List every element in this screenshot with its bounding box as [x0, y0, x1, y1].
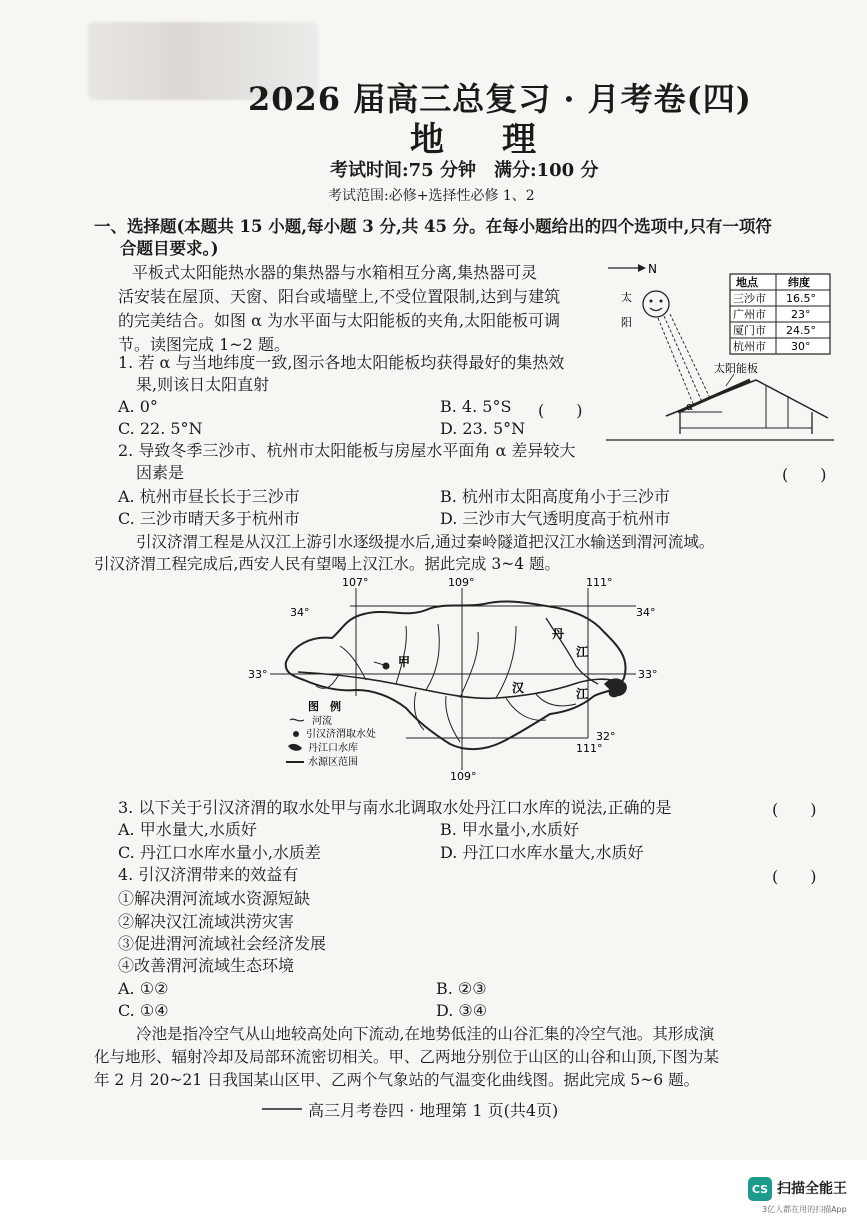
lon-label: 111°	[586, 576, 613, 589]
exam-title: 2026 届高三总复习 · 月考卷(四)	[248, 80, 752, 118]
q3-stem: 3. 以下关于引汉济渭的取水处甲与南水北调取水处丹江口水库的说法,正确的是	[118, 798, 672, 817]
label-dan: 丹	[552, 627, 565, 641]
intro3-line2: 化与地形、辐射冷却及局部环流密切相关。甲、乙两地分别位于山区的山谷和山顶,下图为某	[94, 1048, 719, 1066]
q4-answer-paren: ( )	[772, 867, 817, 886]
lon-label: 107°	[342, 576, 369, 589]
q3-option-a: A. 甲水量大,水质好	[118, 820, 257, 839]
q2-option-c: C. 三沙市晴天多于杭州市	[118, 509, 300, 528]
table-cell: 厦门市	[733, 324, 766, 337]
lat-label: 33°	[248, 668, 268, 681]
q1-answer-paren: ( )	[538, 401, 583, 420]
table-header-place: 地点	[736, 276, 758, 289]
intro2-line1: 引汉济渭工程是从汉江上游引水逐级提水后,通过秦岭隧道把汉江水输送到渭河流域。	[136, 533, 715, 551]
lon-label: 111°	[576, 742, 603, 755]
lon-label: 109°	[448, 576, 475, 589]
north-label: N	[648, 262, 657, 276]
q4-option-c: C. ①④	[118, 1001, 169, 1020]
table-cell: 16.5°	[786, 292, 816, 305]
q3-option-c: C. 丹江口水库水量小,水质差	[118, 843, 321, 862]
legend-intake-swatch	[293, 731, 299, 737]
subject-title: 地 理	[410, 120, 548, 160]
legend-item: 丹江口水库	[308, 743, 358, 754]
intro3-line1: 冷池是指冷空气从山地较高处向下流动,在地势低洼的山谷汇集的冷空气池。其形成演	[136, 1025, 715, 1043]
lon-label: 109°	[450, 770, 477, 783]
q4-item-4: ④改善渭河流域生态环境	[118, 956, 295, 975]
q4-option-a: A. ①②	[118, 979, 169, 998]
table-cell: 杭州市	[733, 340, 766, 353]
lat-label: 34°	[290, 606, 310, 619]
panel-label: 太阳能板	[714, 362, 758, 375]
table-cell: 24.5°	[786, 324, 816, 337]
intro1-line1: 平板式太阳能热水器的集热器与水箱相互分离,集热器可灵	[132, 263, 538, 282]
camscanner-name: 扫描全能王	[777, 1181, 847, 1197]
label-jiang1: 江	[576, 645, 589, 659]
lat-label: 33°	[638, 668, 658, 681]
table-cell: 三沙市	[733, 292, 766, 305]
q4-option-d: D. ③④	[436, 1001, 488, 1020]
legend-item: 引汉济渭取水处	[306, 729, 376, 740]
intro2-line2: 引汉济渭工程完成后,西安人民有望喝上汉江水。据此完成 3~4 题。	[94, 555, 560, 573]
intro1-line3: 的完美结合。如图 α 为水平面与太阳能板的夹角,太阳能板可调	[118, 311, 561, 330]
q1-option-b: B. 4. 5°S	[440, 397, 512, 416]
q3-option-d: D. 丹江口水库水量大,水质好	[440, 843, 644, 862]
legend-item: 河流	[312, 716, 332, 727]
q1-option-d: D. 23. 5°N	[440, 419, 526, 438]
page-footer: 高三月考卷四 · 地理第 1 页(共4页)	[308, 1101, 559, 1120]
q2-option-b: B. 杭州市太阳高度角小于三沙市	[440, 487, 670, 506]
hanjiang-river	[298, 672, 622, 698]
section-heading: 一、选择题(本题共 15 小题,每小题 3 分,共 45 分。在每小题给出的四个选项中,只有一项符	[94, 217, 772, 236]
intro3-line3: 年 2 月 20~21 日我国某山区甲、乙两个气象站的气温变化曲线图。据此完成 5~6 题。	[94, 1071, 700, 1089]
lat-label: 34°	[636, 606, 656, 619]
intro1-line4: 节。读图完成 1~2 题。	[118, 335, 290, 354]
q4-stem: 4. 引汉济渭带来的效益有	[118, 865, 299, 884]
sun-label-2: 阳	[621, 316, 632, 329]
table-cell: 23°	[791, 308, 811, 321]
table-cell: 30°	[791, 340, 811, 353]
camscanner-logo-icon: CS	[748, 1177, 772, 1201]
label-han: 汉	[512, 681, 525, 695]
q2-option-a: A. 杭州市昼长长于三沙市	[118, 487, 300, 506]
table-cell: 广州市	[733, 308, 766, 321]
table-header-lat: 纬度	[788, 276, 810, 289]
hanjiang-map	[246, 574, 666, 784]
legend-item: 水源区范围	[308, 757, 358, 768]
q4-option-b: B. ②③	[436, 979, 487, 998]
footer-dash	[262, 1108, 302, 1110]
q3-answer-paren: ( )	[772, 800, 817, 819]
sun-label-1: 太	[621, 291, 632, 304]
q2-answer-paren: ( )	[782, 465, 827, 484]
sun-icon	[643, 291, 669, 317]
alpha-label: α	[686, 400, 694, 413]
q2-stem-line2: 因素是	[136, 463, 185, 482]
q1-stem-line2: 果,则该日太阳直射	[136, 375, 270, 394]
q3-option-b: B. 甲水量小,水质好	[440, 820, 580, 839]
q4-item-3: ③促进渭河流域社会经济发展	[118, 934, 327, 953]
lat-label: 32°	[596, 730, 616, 743]
legend-reservoir-swatch	[288, 744, 302, 751]
q2-stem-line1: 2. 导致冬季三沙市、杭州市太阳能板与房屋水平面角 α 差异较大	[118, 441, 576, 460]
q1-option-a: A. 0°	[118, 397, 158, 416]
q1-option-c: C. 22. 5°N	[118, 419, 203, 438]
exam-time-score: 考试时间:75 分钟 满分:100 分	[330, 160, 599, 181]
label-jiang2: 江	[576, 687, 589, 701]
solar-panel-figure	[606, 256, 836, 452]
exam-scope: 考试范围:必修+选择性必修 1、2	[328, 188, 535, 204]
camscanner-tagline: 3亿人都在用的扫描App	[762, 1205, 847, 1214]
legend-river-swatch	[290, 719, 304, 721]
intro1-line2: 活安装在屋顶、天窗、阳台或墙壁上,不受位置限制,达到与建筑	[118, 287, 561, 306]
q4-item-1: ①解决渭河流域水资源短缺	[118, 889, 311, 908]
north-arrow-head	[638, 264, 646, 272]
section-heading-cont: 合题目要求。)	[120, 239, 219, 258]
q2-option-d: D. 三沙市大气透明度高于杭州市	[440, 509, 671, 528]
q1-stem-line1: 1. 若 α 与当地纬度一致,图示各地太阳能板均获得最好的集热效	[118, 353, 565, 372]
legend-title: 图 例	[308, 700, 341, 713]
q4-item-2: ②解决汉江流域洪涝灾害	[118, 912, 295, 931]
intake-point	[383, 663, 390, 670]
label-jia: 甲	[398, 655, 411, 669]
